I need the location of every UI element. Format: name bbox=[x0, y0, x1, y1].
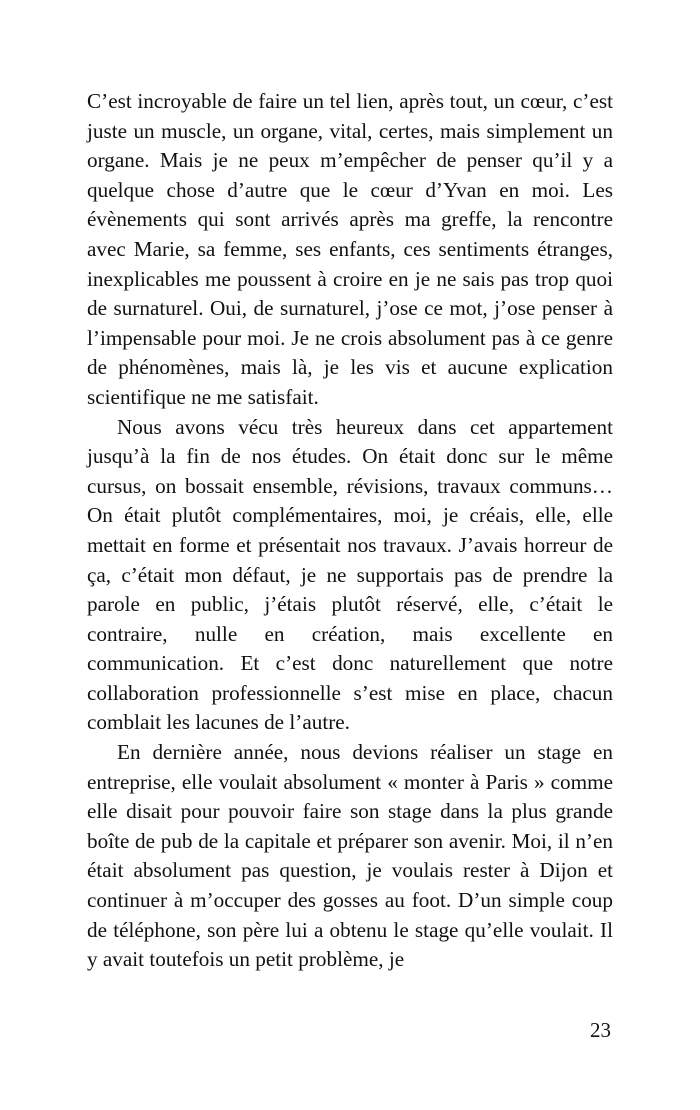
page-number: 23 bbox=[590, 1018, 611, 1042]
paragraph-3: En dernière année, nous devions réaliser un stage en entreprise, elle voulait absolument « monter à Paris » comme elle disait pour pouvoir faire son stage dans la plus grande boîte de pub de la capitale et préparer son avenir. Moi, il n’en était absolument pas question, je voulais rester à Dijon et continuer à m’occuper des gosses au foot. D’un simple coup de téléphone, son père lui a obtenu le stage qu’elle voulait. Il y avait toutefois un petit problème, je bbox=[87, 740, 613, 972]
paragraph-2: Nous avons vécu très heureux dans cet appartement jusqu’à la fin de nos études. On était donc sur le même cursus, on bossait ensemble, révisions, travaux communs… On était plutôt complémentaires, moi, je créais, elle, elle mettait en forme et présentait nos travaux. J’avais horreur de ça, c’était mon défaut, je ne supportais pas de prendre la parole en public, j’étais plutôt réservé, elle, c’était le contraire, nulle en création, mais excellente en communication. Et c’est donc naturellement que notre collaboration professionnelle s’est mise en place, chacun comblait les lacunes de l’autre. bbox=[87, 414, 613, 735]
body-text bbox=[87, 87, 613, 975]
paragraph-1: C’est incroyable de faire un tel lien, après tout, un cœur, c’est juste un muscle, un organe, vital, certes, mais simplement un organe. Mais je ne peux m’empêcher de penser qu’il y a quelque chose d’autre que le cœur d’Yvan en moi. Les évènements qui sont arrivés après ma greffe, la rencontre avec Marie, sa femme, ses enfants, ces sentiments étranges, inexplicables me poussent à croire en je ne sais pas trop quoi de surnaturel. Oui, de surnaturel, j’ose ce mot, j’ose penser à l’impensable pour moi. Je ne crois absolument pas à ce genre de phénomènes, mais là, je les vis et aucune explication scientifique ne me satisfait. bbox=[87, 89, 613, 409]
